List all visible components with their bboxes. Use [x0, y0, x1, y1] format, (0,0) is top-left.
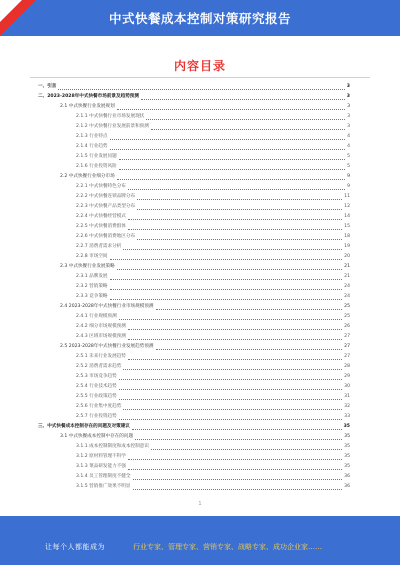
toc-entry-title: 2.1.1 中式快餐行业市场发展现状 — [76, 114, 145, 119]
toc-dot-leader — [128, 229, 342, 230]
toc-entry[interactable] — [0, 92, 400, 102]
toc-dot-leader — [137, 239, 342, 240]
toc-entry-title: 2.4.3 区域市场规模预测 — [76, 334, 126, 339]
toc-dot-leader — [128, 359, 342, 360]
toc-dot-leader — [128, 329, 342, 330]
table-of-contents — [0, 82, 400, 502]
toc-entry[interactable] — [0, 292, 400, 302]
toc-entry[interactable] — [0, 422, 400, 432]
toc-entry[interactable] — [0, 212, 400, 222]
footer-banner — [0, 516, 400, 565]
toc-dot-leader — [128, 339, 342, 340]
toc-entry[interactable] — [0, 322, 400, 332]
toc-entry[interactable] — [0, 412, 400, 422]
toc-entry-title: 一、引言 — [38, 84, 57, 89]
toc-entry-title: 2.2.7 消费者需求分析 — [76, 244, 122, 249]
toc-entry-page: 11 — [344, 194, 350, 199]
toc-entry[interactable] — [0, 282, 400, 292]
toc-dot-leader — [110, 299, 343, 300]
toc-entry-title: 2.1.5 行业发展问题 — [76, 154, 117, 159]
toc-entry-page: 25 — [344, 314, 350, 319]
toc-entry-title: 3.1.1 成本控制制度和成本控制意识 — [76, 444, 149, 449]
toc-entry-page: 36 — [344, 474, 350, 479]
toc-entry[interactable] — [0, 142, 400, 152]
toc-entry-title: 二、2023-2028年中式快餐市场前景及趋势预测 — [38, 94, 139, 99]
toc-entry-page: 24 — [344, 284, 350, 289]
toc-entry[interactable] — [0, 432, 400, 442]
toc-entry-title: 3.1 中式快餐成本控制中存在的问题 — [60, 434, 134, 439]
toc-dot-leader — [132, 429, 342, 430]
toc-dot-leader — [151, 449, 342, 450]
toc-entry-page: 27 — [344, 354, 350, 359]
toc-entry-title: 2.5.3 市场竞争趋势 — [76, 374, 117, 379]
toc-entry-title: 2.4.2 细分市场规模预测 — [76, 324, 126, 329]
toc-dot-leader — [141, 99, 345, 100]
toc-entry-page: 30 — [344, 384, 350, 389]
toc-entry[interactable] — [0, 472, 400, 482]
toc-dot-leader — [110, 289, 343, 290]
toc-dot-leader — [133, 489, 343, 490]
toc-entry-title: 2.2 中式快餐行业细分市场 — [60, 174, 115, 179]
toc-dot-leader — [110, 279, 343, 280]
toc-entry[interactable] — [0, 382, 400, 392]
toc-entry[interactable] — [0, 272, 400, 282]
toc-entry-title: 2.3.1 品牌发展 — [76, 274, 108, 279]
toc-dot-leader — [123, 249, 342, 250]
toc-entry-title: 2.3 中式快餐行业发展策略 — [60, 264, 115, 269]
toc-entry-title: 三、中式快餐成本控制存在的问题及对策建议 — [38, 424, 130, 429]
toc-dot-leader — [137, 199, 342, 200]
toc-dot-leader — [123, 409, 342, 410]
toc-dot-leader — [119, 419, 342, 420]
toc-entry[interactable] — [0, 192, 400, 202]
toc-dot-leader — [119, 319, 342, 320]
toc-dot-leader — [133, 479, 343, 480]
page-number: 1 — [198, 501, 202, 507]
toc-dot-leader — [135, 439, 342, 440]
toc-entry[interactable] — [0, 172, 400, 182]
toc-entry-page: 12 — [344, 204, 350, 209]
toc-entry-page: 28 — [344, 364, 350, 369]
toc-entry-title: 3.1.3 菜品研发能力不强 — [76, 464, 126, 469]
toc-entry-page: 32 — [344, 404, 350, 409]
toc-entry[interactable] — [0, 152, 400, 162]
toc-entry-page: 4 — [347, 134, 350, 139]
toc-dot-leader — [117, 269, 342, 270]
toc-entry[interactable] — [0, 242, 400, 252]
toc-dot-leader — [58, 89, 344, 90]
toc-entry-page: 27 — [344, 334, 350, 339]
toc-dot-leader — [156, 349, 343, 350]
toc-entry-title: 2.5.6 行业集中度趋势 — [76, 404, 122, 409]
toc-entry-page: 3 — [347, 124, 350, 129]
toc-entry-title: 3.1.5 营销推广效果不明显 — [76, 484, 131, 489]
toc-entry[interactable] — [0, 442, 400, 452]
toc-entry-title: 2.1.2 中式快餐行业发展前景和预测 — [76, 124, 149, 129]
toc-dot-leader — [110, 259, 343, 260]
toc-entry[interactable] — [0, 352, 400, 362]
toc-entry-page: 19 — [344, 244, 350, 249]
toc-entry[interactable] — [0, 132, 400, 142]
toc-divider — [30, 77, 370, 78]
toc-entry[interactable] — [0, 82, 400, 92]
toc-entry-title: 2.5.1 未来行业发展趋势 — [76, 354, 126, 359]
toc-entry-title: 2.3.3 竞争策略 — [76, 294, 108, 299]
toc-dot-leader — [123, 369, 342, 370]
toc-entry[interactable] — [0, 302, 400, 312]
toc-entry-page: 3 — [346, 84, 350, 89]
toc-entry-page: 29 — [344, 374, 350, 379]
toc-entry-title: 2.2.1 中式快餐特色分布 — [76, 184, 126, 189]
toc-entry-page: 35 — [344, 464, 350, 469]
toc-entry-page: 3 — [347, 104, 350, 109]
toc-entry[interactable] — [0, 312, 400, 322]
toc-entry-page: 9 — [347, 184, 350, 189]
toc-heading: 内容目录 — [173, 59, 226, 73]
toc-entry-page: 14 — [344, 214, 350, 219]
toc-entry-page: 31 — [344, 394, 350, 399]
header-banner — [0, 0, 400, 36]
toc-dot-leader — [119, 379, 342, 380]
toc-entry[interactable] — [0, 122, 400, 132]
toc-entry-title: 2.1 中式快餐行业发展规划 — [60, 104, 115, 109]
toc-entry[interactable] — [0, 232, 400, 242]
toc-entry[interactable] — [0, 332, 400, 342]
toc-entry-title: 2.2.2 中式快餐连锁品牌分布 — [76, 194, 136, 199]
toc-entry-page: 5 — [347, 154, 350, 159]
toc-entry[interactable] — [0, 342, 400, 352]
toc-entry-page: 35 — [344, 444, 350, 449]
toc-entry-page: 9 — [347, 174, 350, 179]
toc-entry-page: 27 — [344, 344, 350, 349]
toc-entry-page: 35 — [343, 424, 350, 429]
toc-entry[interactable] — [0, 482, 400, 492]
toc-entry-page: 36 — [344, 484, 350, 489]
toc-entry-title: 2.2.6 中式快餐消费地区分布 — [76, 234, 136, 239]
toc-entry[interactable] — [0, 182, 400, 192]
toc-entry-page: 15 — [344, 224, 350, 229]
toc-entry-title: 2.2.8 市场空间 — [76, 254, 108, 259]
toc-entry-page: 5 — [347, 164, 350, 169]
toc-dot-leader — [117, 179, 345, 180]
toc-dot-leader — [117, 109, 345, 110]
toc-entry-page: 35 — [344, 454, 350, 459]
toc-entry-page: 20 — [344, 254, 350, 259]
toc-entry[interactable] — [0, 112, 400, 122]
toc-entry-title: 2.3.2 营销策略 — [76, 284, 108, 289]
toc-entry-title: 2.2.5 中式快餐消费群体 — [76, 224, 126, 229]
toc-entry-page: 25 — [344, 304, 350, 309]
toc-entry-title: 2.1.3 行业特点 — [76, 134, 108, 139]
toc-dot-leader — [119, 389, 342, 390]
toc-entry-page: 18 — [344, 234, 350, 239]
toc-entry-page: 35 — [344, 434, 350, 439]
toc-entry-page: 21 — [344, 274, 350, 279]
toc-entry-page: 21 — [344, 264, 350, 269]
toc-dot-leader — [110, 139, 346, 140]
toc-entry-title: 2.1.4 行业趋势 — [76, 144, 108, 149]
toc-entry-page: 26 — [344, 324, 350, 329]
toc-entry-page: 33 — [344, 414, 350, 419]
toc-dot-leader — [146, 119, 345, 120]
toc-dot-leader — [119, 169, 345, 170]
toc-dot-leader — [128, 189, 345, 190]
toc-entry[interactable] — [0, 252, 400, 262]
toc-entry[interactable] — [0, 452, 400, 462]
toc-entry[interactable] — [0, 392, 400, 402]
toc-dot-leader — [128, 459, 342, 460]
toc-entry-title: 3.1.2 原材料管理不科学 — [76, 454, 126, 459]
toc-entry-page: 24 — [344, 294, 350, 299]
toc-entry-title: 3.1.4 员工管理制度不健全 — [76, 474, 131, 479]
toc-entry[interactable] — [0, 262, 400, 272]
toc-entry[interactable] — [0, 372, 400, 382]
toc-entry-page: 3 — [346, 94, 350, 99]
footer-tagline: 行业专家、管理专家、营销专家、战略专家、成功企业家…… — [133, 543, 322, 551]
toc-entry-page: 4 — [347, 144, 350, 149]
toc-dot-leader — [137, 209, 342, 210]
toc-dot-leader — [119, 399, 342, 400]
toc-entry[interactable] — [0, 222, 400, 232]
toc-entry-title: 2.5.2 消费者需求趋势 — [76, 364, 122, 369]
toc-entry-title: 2.2.4 中式快餐经营模式 — [76, 214, 126, 219]
toc-dot-leader — [151, 129, 345, 130]
toc-entry-title: 2.4 2023-2028年中式快餐行业市场规模预测 — [60, 304, 154, 309]
toc-entry-title: 2.5.7 行业投资趋势 — [76, 414, 117, 419]
footer-lead-text: 让每个人都能成为 — [45, 543, 105, 551]
toc-dot-leader — [128, 469, 342, 470]
toc-entry[interactable] — [0, 162, 400, 172]
toc-entry-title: 2.5.4 行业技术趋势 — [76, 384, 117, 389]
toc-entry-page: 3 — [347, 114, 350, 119]
toc-entry[interactable] — [0, 202, 400, 212]
toc-dot-leader — [110, 149, 346, 150]
toc-entry[interactable] — [0, 102, 400, 112]
toc-entry-title: 2.1.6 行业投资风险 — [76, 164, 117, 169]
toc-entry[interactable] — [0, 462, 400, 472]
toc-dot-leader — [119, 159, 345, 160]
toc-dot-leader — [156, 309, 343, 310]
toc-entry-title: 2.4.1 行业规模预测 — [76, 314, 117, 319]
toc-entry-title: 2.5 2023-2028年中式快餐行业发展趋势预测 — [60, 344, 154, 349]
toc-entry-title: 2.2.3 中式快餐产品类型分布 — [76, 204, 136, 209]
toc-entry-title: 2.5.5 行业政策趋势 — [76, 394, 117, 399]
document-title: 中式快餐成本控制对策研究报告 — [108, 11, 291, 26]
toc-entry[interactable] — [0, 402, 400, 412]
toc-dot-leader — [128, 219, 342, 220]
toc-entry[interactable] — [0, 362, 400, 372]
